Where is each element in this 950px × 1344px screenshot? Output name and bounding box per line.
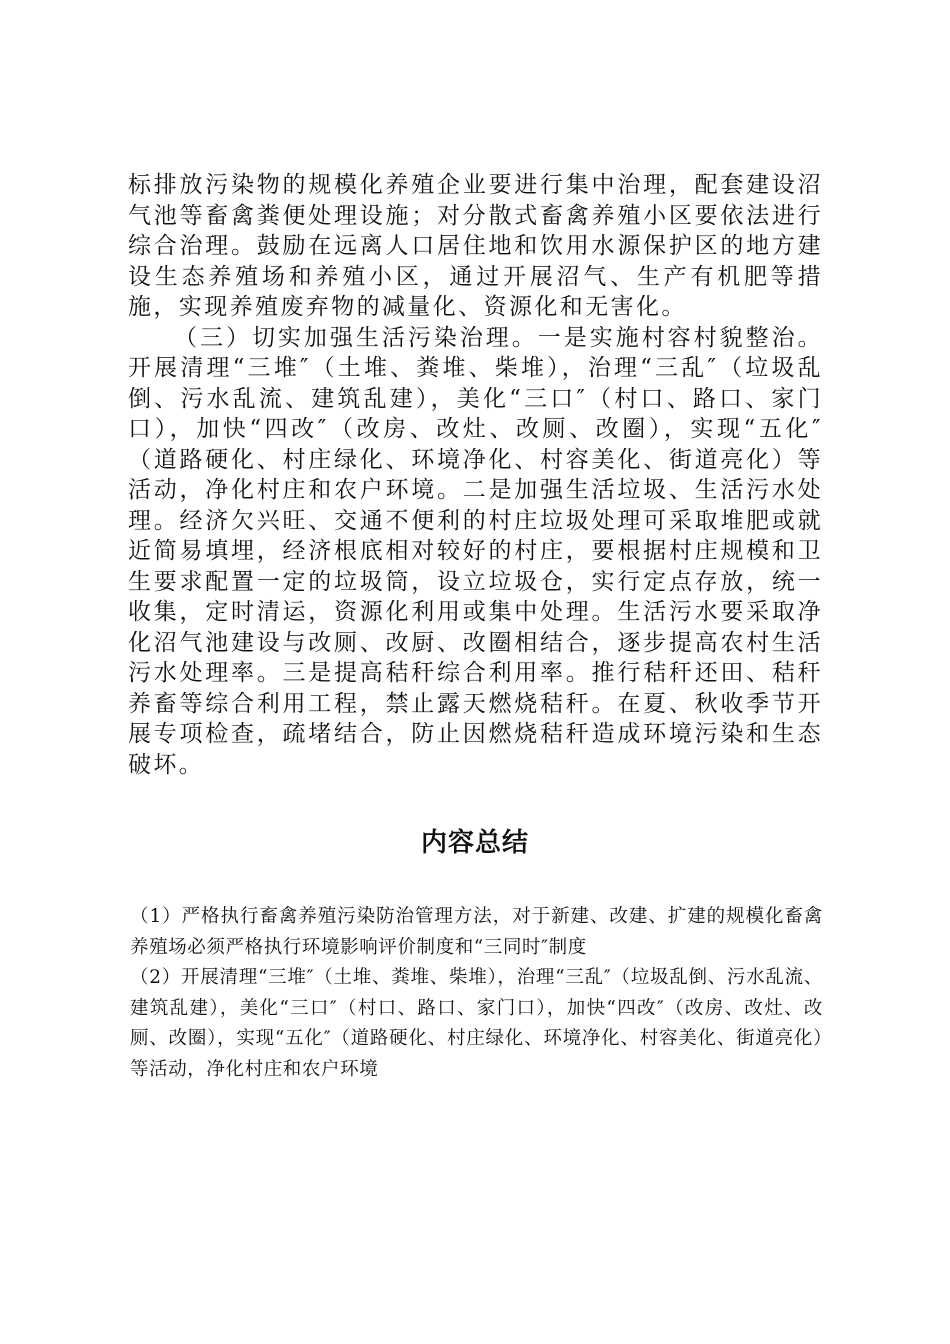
- summary-item-2: （2）开展清理“三堆″（土堆、粪堆、柴堆），治理“三乱″（垃圾乱倒、污水乱流、建筑乱建），美化“三口″（村口、路口、家门口），加快“四改″（改房、改灶、改厕、改圈），实现“五化″（道路硬化、村庄绿化、环境净化、村容美化、街道亮化）等活动，净化村庄和农户环境: [130, 967, 823, 1080]
- paragraph-livestock-pollution: 标排放污染物的规模化养殖企业要进行集中治理，配套建设沼气池等畜禽粪便处理设施；对分散式畜禽养殖小区要依法进行综合治理。鼓励在远离人口居住地和饮用水源保护区的地方建设生态养殖场和养殖小区，通过开展沼气、生产有机肥等措施，实现养殖废弃物的减量化、资源化和无害化。: [128, 172, 823, 320]
- summary-list: [130, 902, 823, 1085]
- summary-item-1: （1）严格执行畜禽养殖污染防治管理方法，对于新建、改建、扩建的规模化畜禽养殖场必须严格执行环境影响评价制度和“三同时″制度: [130, 906, 823, 958]
- body-text: [128, 170, 823, 780]
- summary-heading: 内容总结: [420, 828, 529, 858]
- paragraph-living-pollution: （三）切实加强生活污染治理。一是实施村容村貌整治。开展清理“三堆″（土堆、粪堆、柴堆），治理“三乱″（垃圾乱倒、污水乱流、建筑乱建），美化“三口″（村口、路口、家门口），加快“四改″（改房、改灶、改厕、改圈），实现“五化″（道路硬化、村庄绿化、环境净化、村容美化、街道亮化）等活动，净化村庄和农户环境。二是加强生活垃圾、生活污水处理。经济欠兴旺、交通不便利的村庄垃圾处理可采取堆肥或就近简易填埋，经济根底相对较好的村庄，要根据村庄规模和卫生要求配置一定的垃圾筒，设立垃圾仓，实行定点存放，统一收集，定时清运，资源化利用或集中处理。生活污水要采取净化沼气池建设与改厕、改厨、改圈相结合，逐步提高农村生活污水处理率。三是提高秸秆综合利用率。推行秸秆还田、秸秆养畜等综合利用工程，禁止露天燃烧秸秆。在夏、秋收季节开展专项检查，疏堵结合，防止因燃烧秸秆造成环境污染和生态破坏。: [128, 324, 823, 778]
